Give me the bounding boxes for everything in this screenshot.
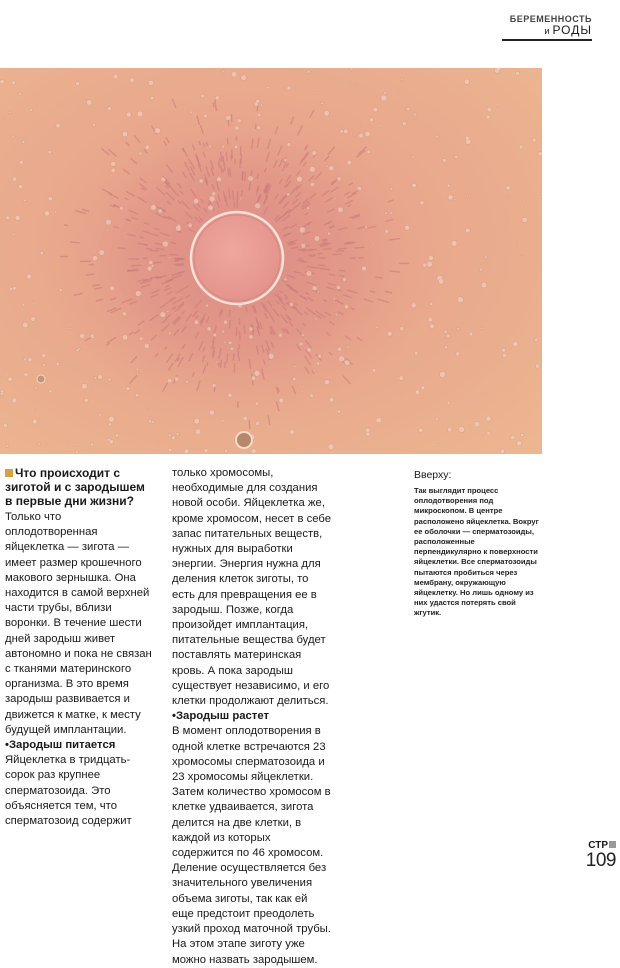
section-header: [502, 14, 592, 41]
header-line-1: БЕРЕМЕННОСТЬ: [502, 14, 592, 24]
nutrition-paragraph: Яйцеклетка в тридцать-сорок раз крупнее сперматозоида. Это объясняется тем, что сперматозоид содержит: [5, 753, 153, 829]
header-amp: и: [544, 26, 550, 36]
microscope-photo: [0, 68, 542, 454]
subheading-nutrition: •Зародыш питается: [5, 738, 153, 753]
page-label-square-icon: [609, 841, 616, 848]
header-line-2: [502, 24, 592, 37]
page-number-block: [586, 841, 616, 870]
text-column-1: [5, 466, 153, 829]
caption-title: Вверху:: [414, 469, 542, 482]
page-number: 109: [586, 851, 616, 870]
page-label-text: СТР: [588, 840, 608, 851]
intro-paragraph: Только что оплодотворенная яйцеклетка — зигота — имеет размер крошечного макового зернышка. Она находится в самой верхней части трубы, вблизи воронки. В течение шести дней зародыш живет автономно и пока не связан с тканями материнского организма. В это время зародыш развивается и движется к матке, к месту будущей имплантации.: [5, 510, 153, 738]
section-heading: [5, 466, 153, 508]
photo-caption: [414, 469, 542, 619]
header-line-2-text: РОДЫ: [552, 23, 592, 37]
growth-text: В момент оплодотворения в одной клетке встречаются 23 хромосомы сперматозоида и 23 хромосомы яйцеклетки. Затем количество хромосом в клетке удваивается, зигота делится на две клетки, в каждой из которых содержится по 46 хромосом. Деление осуществляется без значительного увеличения объема зиготы, так как ей еще предстоит преодолеть узкий проход маточной трубы. На этом этапе зиготу уже можно назвать зародышем.: [172, 725, 331, 965]
section-heading-text: Что происходит с зиготой и с зародышем в первые дни жизни?: [5, 466, 145, 508]
bullet-square-icon: [5, 469, 13, 477]
growth-paragraph: [172, 724, 332, 967]
subheading-growth: •Зародыш растет: [172, 709, 332, 724]
caption-text: Так выглядит процесс оплодотворения под микроскопом. В центре расположено яйцеклетка. Вокруг ее оболочки — сперматозоиды, расположенные перпендикулярно к поверхности яйцеклетки. Все сперматозоиды пытаются пробиться через мембрану, окружающую яйцеклетку. Но лишь одному из них удастся потерять свой жгутик.: [414, 486, 542, 619]
energy-paragraph: только хромосомы, необходимые для создания новой особи. Яйцеклетка же, кроме хромосом, несет в себе запас питательных веществ, нужных для выработки энергии. Энергия нужна для деления клеток зиготы, то есть для превращения ее в зародыш. Позже, когда произойдет имплантация, питательные вещества будет поставлять материнская кровь. А пока зародыш существует независимо, и его клетки продолжают делиться.: [172, 466, 332, 709]
text-column-2: [172, 466, 332, 968]
